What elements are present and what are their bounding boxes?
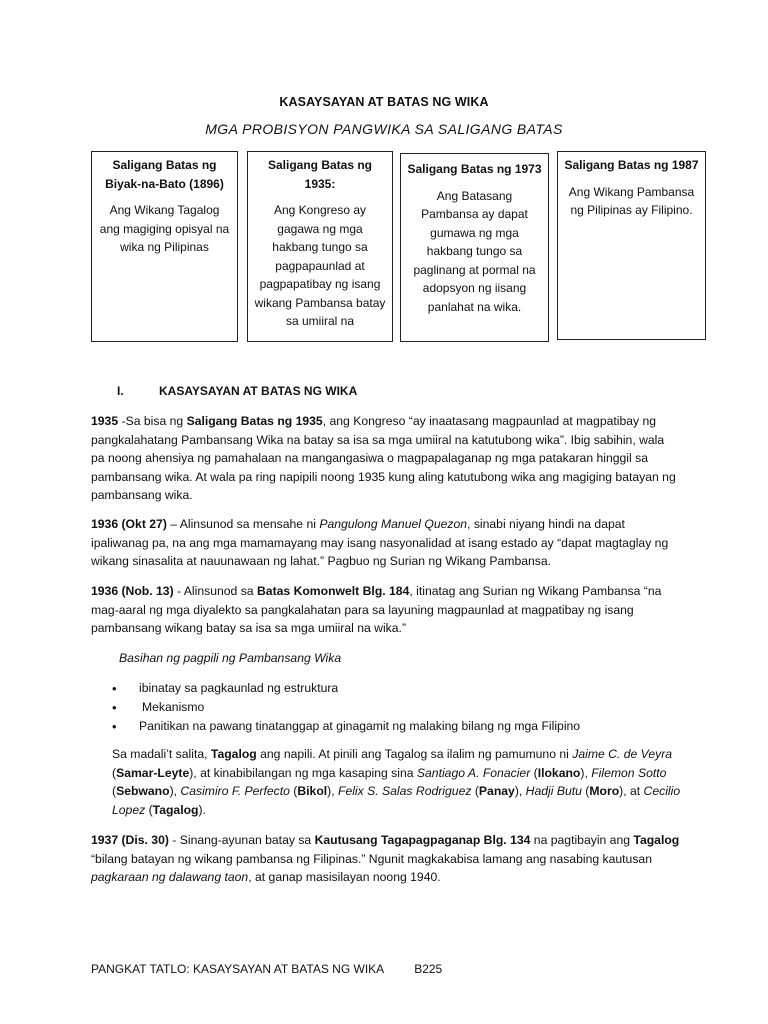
footer-text: PANGKAT TATLO: KASAYSAYAN AT BATAS NG WIKA	[91, 962, 385, 976]
text: (	[289, 784, 298, 799]
provision-box-1896	[91, 151, 238, 342]
region-name: Sebwano	[116, 784, 170, 799]
region-name: Ilokano	[537, 765, 581, 780]
provision-body: Ang Batasang Pambansa ay dapat gumawa ng mga hakbang tungo sa paglinang at pormal na adopsyon ng iisang panlahat na wika.	[413, 188, 536, 314]
text: “bilang batayan ng wikang pambansa ng Filipinas.” Ngunit magkakabisa lamang ang nasabing kautusan	[91, 851, 652, 866]
criteria-list	[112, 679, 580, 736]
document-title: KASAYSAYAN AT BATAS NG WIKA	[279, 95, 489, 109]
text: - Sinang-ayunan batay sa	[168, 833, 315, 847]
text-bold: Tagalog	[633, 833, 680, 847]
text: ).	[198, 802, 206, 817]
person-name: Jaime C. de Veyra	[572, 747, 673, 761]
provision-heading: Saligang Batas ng 1935:	[267, 158, 373, 191]
text: , sinabi niyang hindi na dapat ipaliwanag pa, na ang mga mamamayang may isang nasyonalidad at isang estado ay “dapat magtaglay ng wikang sinasalita at nauunawaan ng lahat.” Pagbuo ng Surian ng Wikang Pambansa.	[91, 517, 669, 569]
person-name: Cecilio Lopez	[112, 784, 681, 817]
text: ),	[169, 784, 181, 799]
provision-body: Ang Wikang Pambansa ng Pilipinas ay Filipino.	[568, 184, 695, 217]
text-italic: pagkaraan ng dalawang taon	[91, 870, 249, 885]
text: , ang Kongreso “ay inaatasang magpaunlad at magpatibay ng pangkalahatang Pambansang Wika na batay sa isa sa mga umiiral na katutubong wika”. Ibig sabihin, wala pa noong ahensiya ng pamahalaan na mangangasiwa o magpapalaganap ng mga patakaran hinggil sa pambansang wika. At wala pa ring napipili noong 1935 kung aling katutubong wika ang magiging batayan ng pambansang wika.	[91, 414, 676, 503]
text: ang napili. At pinili ang Tagalog sa ilalim ng pamumuno ni	[256, 747, 573, 761]
paragraph-1935	[91, 412, 681, 505]
text-bold: Tagalog	[210, 747, 257, 761]
provision-heading: Saligang Batas ng 1987	[564, 158, 699, 172]
text: , at ganap masisilayan noong 1940.	[248, 870, 441, 885]
text: , itinatag ang Surian ng Wikang Pambansa “na mag-aaral ng mga diyalekto sa pangkalahatan para sa layuning magpaunlad at magpatibay ng isang pambansang wikang batay sa isa sa mga umiiral na wika.”	[91, 584, 662, 636]
person-name: Casimiro F. Perfecto	[180, 784, 290, 799]
region-name: Panay	[478, 784, 515, 799]
law-name: Saligang Batas ng 1935	[186, 414, 323, 428]
person-name: Filemon Sotto	[591, 765, 667, 780]
list-item: • Panitikan na pawang tinatanggap at ginagamit ng malaking bilang ng mga Filipino	[112, 717, 580, 736]
person-name: Santiago A. Fonacier	[416, 765, 531, 780]
provision-box-1973	[400, 153, 549, 342]
text: ), at kinabibilangan ng mga kasaping sina	[189, 765, 417, 780]
text: Sa madali’t salita,	[112, 747, 211, 761]
region-name: Moro	[589, 784, 620, 799]
date-label: 1936 (Nob. 13)	[91, 584, 174, 598]
region-name: Bikol	[297, 784, 328, 799]
document-subtitle: MGA PROBISYON PANGWIKA SA SALIGANG BATAS	[205, 121, 563, 137]
provision-box-1987	[557, 151, 706, 340]
text: ), at	[619, 784, 644, 799]
text: (	[471, 784, 479, 799]
section-number: I.	[117, 384, 124, 398]
region-name: Samar-Leyte	[116, 765, 190, 780]
list-item: • Mekanismo	[112, 698, 580, 717]
provision-body: Ang Kongreso ay gagawa ng mga hakbang tungo sa pagpapaunlad at pagpapatibay ng isang wikang Pambansa batay sa umiiral na	[254, 203, 386, 328]
date-label: 1936 (Okt 27)	[91, 517, 167, 531]
section-heading	[117, 384, 357, 398]
person-name: Hadji Butu	[525, 784, 582, 799]
footer-code: B225	[414, 962, 443, 976]
person-name: Pangulong Manuel Quezon	[319, 517, 468, 531]
basihan-subheading: Basihan ng pagpili ng Pambansang Wika	[119, 651, 342, 665]
person-name: Felix S. Salas Rodriguez	[338, 784, 472, 799]
paragraph-1936-okt	[91, 515, 681, 571]
text: ),	[514, 784, 526, 799]
text: na pagtibayin ang	[530, 833, 634, 847]
provision-heading: Saligang Batas ng Biyak-na-Bato (1896)	[105, 158, 224, 191]
paragraph-1936-nob	[91, 582, 681, 638]
paragraph-tagalog-committee	[112, 745, 692, 819]
text: (	[530, 765, 538, 780]
section-title: KASAYSAYAN AT BATAS NG WIKA	[159, 384, 358, 398]
paragraph-1937	[91, 831, 681, 887]
text: ),	[327, 784, 338, 799]
text: (	[145, 802, 153, 817]
provision-box-1935	[247, 151, 393, 342]
list-item: • ibinatay sa pagkaunlad ng estruktura	[112, 679, 580, 698]
region-name: Tagalog	[152, 802, 199, 817]
provision-body: Ang Wikang Tagalog ang magiging opisyal na wika ng Pilipinas	[99, 203, 230, 254]
date-label: 1935	[91, 414, 119, 428]
provision-heading: Saligang Batas ng 1973	[407, 162, 542, 176]
date-label: 1937 (Dis. 30)	[91, 833, 169, 847]
text: (	[581, 784, 590, 799]
text: -Sa bisa ng	[118, 414, 187, 428]
law-name: Batas Komonwelt Blg. 184	[256, 584, 410, 598]
text: - Alinsunod sa	[173, 584, 257, 598]
text: ),	[580, 765, 592, 780]
text: – Alinsunod sa mensahe ni	[166, 517, 320, 531]
text: (	[112, 784, 117, 799]
text: (	[112, 765, 117, 780]
page-footer	[91, 962, 442, 976]
law-name: Kautusang Tagapagpaganap Blg. 134	[314, 833, 531, 847]
